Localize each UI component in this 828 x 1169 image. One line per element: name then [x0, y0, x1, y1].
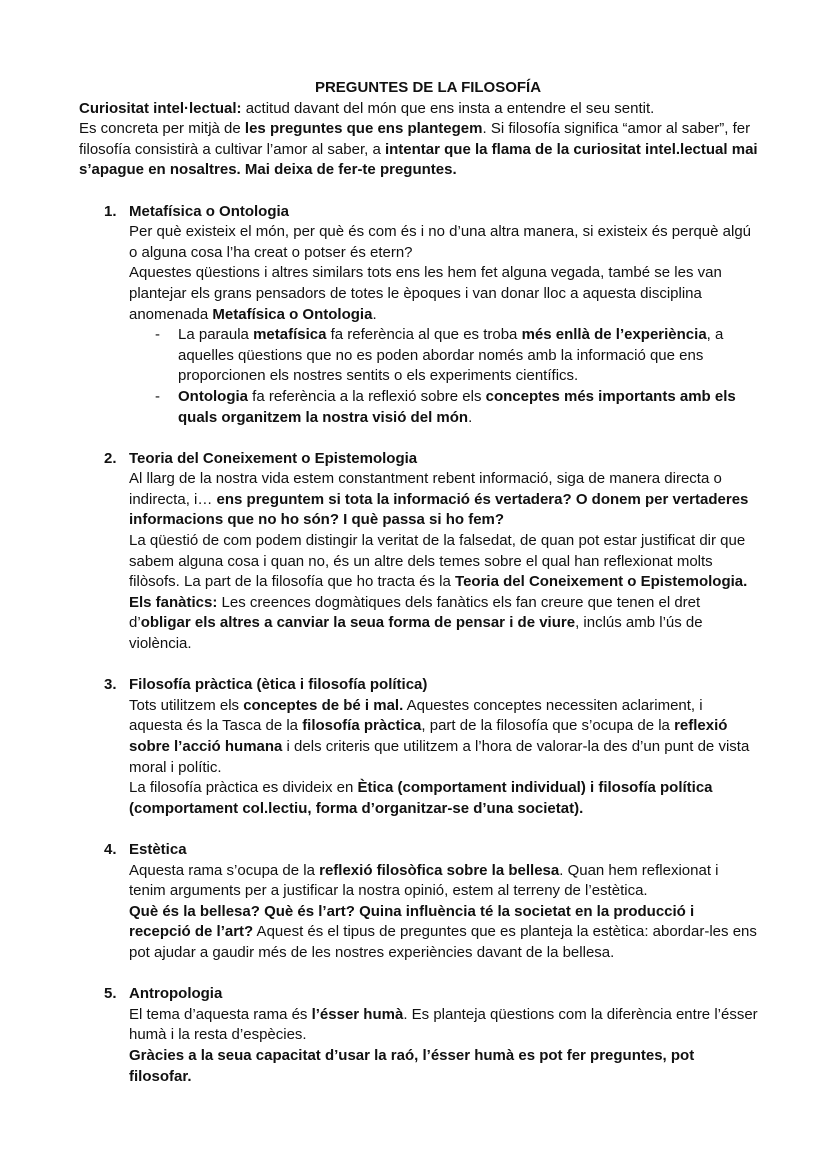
section-item-2 [79, 449, 759, 655]
section-body [129, 696, 759, 820]
text-run: , part de la filosofía que s’ocupa de la [421, 717, 675, 735]
section-paragraph [129, 263, 759, 325]
sections-list [79, 202, 759, 1088]
section-body [129, 1005, 759, 1087]
section-item-4 [79, 840, 759, 964]
bold-text: reflexió filosòfica sobre la bellesa [319, 861, 560, 879]
text-run: La qüestió de com podem distingir la veritat de la falsedat, de quan pot estar justificat dir que sabem alguna cosa i quan no, és un altre dels temes sobre el qual han reflexionat molts filòsofs. La part de la filosofía que ho tracta és la [129, 532, 746, 591]
text-run: Aquest és el tipus de preguntes que es planteja la estètica: abordar-les ens pot ajudar a gaudir més de les nostres experiències davant de la bellesa. [129, 923, 757, 961]
bold-text: Què és la bellesa? Què és l’art? Quina influència té la societat en la producció i recepció de l’art? [129, 902, 695, 941]
bold-text: Curiositat intel·lectual: [79, 99, 242, 117]
section-title: Filosofía pràctica (ètica i filosofía política) [129, 676, 428, 694]
bold-text: ens preguntem si tota la informació és vertadera? O donem per vertaderes informacions que no ho són? I què passa si ho fem? [129, 490, 749, 529]
text-run: Per què existeix el món, per què és com és i no d’una altra manera, si existeix és perquè algú o alguna cosa l’ha creat o potser és etern? [129, 223, 752, 261]
text-run: . [372, 305, 377, 323]
bold-text: més enllà de l’experiència [521, 326, 707, 344]
intro-block [79, 99, 759, 181]
text-run: i dels criteris que utilitzem a l’hora de valorar-la des d’un punt de vista moral i polític. [129, 738, 750, 776]
text-run: . Quan hem reflexionat i tenim arguments per a justificar la nostra opinió, estem al terreny de l’estètica. [129, 861, 719, 900]
text-run: La paraula [178, 326, 254, 344]
section-item-1 [79, 202, 759, 429]
section-title: Teoria del Coneixement o Epistemologia [129, 449, 418, 467]
bold-text: conceptes més importants amb els quals organitzem la nostra visió del món [178, 387, 736, 426]
bold-text: Els fanàtics: [129, 593, 218, 611]
text-run: actitud davant del món que ens insta a entendre el seu sentit. [241, 99, 655, 117]
section-title: Antropologia [129, 985, 223, 1003]
bold-text: conceptes de bé i mal. [243, 696, 404, 714]
bold-text: Ètica (comportament individual) i filosofía política (comportament col.lectiu, forma d’organitzar-se d’una societat). [129, 779, 713, 817]
section-number: 2. [104, 449, 117, 467]
text-run: . Es planteja qüestions com la diferència entre l’ésser humà i la resta d’espècies. [129, 1005, 758, 1044]
text-run: . Si filosofía significa “amor al saber”, fer filosofía consistirà a cultivar l’amor al saber, a [79, 120, 751, 158]
section-paragraph [129, 469, 759, 531]
section-paragraph [129, 222, 759, 263]
dash-bullet-icon: - [155, 387, 160, 405]
intro-definition [79, 99, 759, 120]
document-page [79, 78, 759, 1087]
section-number: 5. [104, 985, 117, 1003]
document-title: PREGUNTES DE LA FILOSOFÍA [314, 79, 542, 96]
section-number: 4. [104, 840, 117, 858]
bullet-list [129, 325, 759, 428]
text-run: , inclús amb l’ús de violència. [129, 614, 703, 653]
section-title: Metafísica o Ontologia [129, 202, 290, 220]
section-body [129, 469, 759, 654]
bold-text: filosofía pràctica [302, 717, 422, 735]
bold-text: metafísica [253, 326, 327, 344]
bullet-item [129, 325, 759, 387]
section-paragraph [129, 696, 759, 778]
section-number: 1. [104, 202, 117, 220]
section-number: 3. [104, 676, 117, 694]
bold-text: intentar que la flama de la curiositat intel.lectual mai s’apague en nosaltres. Mai deixa de fer-te preguntes. [79, 140, 758, 179]
text-run: Aquestes conceptes necessiten aclariment, i aquesta és la Tasca de la [129, 696, 703, 735]
section-title: Estètica [129, 840, 187, 858]
bold-text: les preguntes que ens plantegem [244, 120, 483, 138]
section-item-3 [79, 675, 759, 819]
text-run: Al llarg de la nostra vida estem constantment rebent informació, siga de manera directa o indirecta, i… [129, 470, 722, 508]
section-paragraph [129, 861, 759, 902]
text-run: Es concreta per mitjà de [79, 120, 245, 138]
section-paragraph [129, 1046, 759, 1087]
section-item-5 [79, 984, 759, 1087]
bold-text: obligar els altres a canviar la seua forma de pensar i de viure [140, 614, 576, 632]
bold-text: Ontologia [178, 387, 248, 405]
bold-text: Metafísica o Ontologia [212, 305, 373, 323]
text-run: . [468, 408, 473, 426]
bold-text: Gràcies a la seua capacitat d’usar la raó, l’ésser humà es pot fer preguntes, pot filosofar. [129, 1046, 695, 1085]
section-paragraph [129, 593, 759, 655]
text-run: La filosofía pràctica es divideix en [129, 779, 358, 797]
section-body [129, 861, 759, 964]
section-paragraph [129, 778, 759, 819]
section-paragraph [129, 1005, 759, 1046]
section-paragraph [129, 902, 759, 964]
text-run: Tots utilitzem els [129, 696, 244, 714]
bullet-item [129, 387, 759, 428]
section-paragraph [129, 531, 759, 593]
text-run: El tema d’aquesta rama és [129, 1005, 312, 1023]
text-run: , a aquelles qüestions que no es poden abordar només amb la informació que ens proporcionen els nostres sentits o els experiments científics. [178, 326, 724, 385]
text-run: fa referència a la reflexió sobre els [248, 387, 486, 405]
text-run: Les creences dogmàtiques dels fanàtics els fan creure que tenen el dret d’ [129, 593, 701, 632]
intro-explanation [79, 119, 759, 181]
text-run: Aquesta rama s’ocupa de la [129, 861, 320, 879]
section-body [129, 222, 759, 325]
dash-bullet-icon: - [155, 326, 160, 344]
bold-text: reflexió sobre l’acció humana [129, 717, 728, 755]
bold-text: l’ésser humà [311, 1005, 404, 1023]
text-run: Aquestes qüestions i altres similars tots ens les hem fet alguna vegada, també se les van plantejar els grans pensadors de totes le èpoques i van donar lloc a aquesta disciplina anomenada [129, 264, 722, 323]
text-run: fa referència al que es troba [326, 326, 522, 344]
bold-text: Teoria del Coneixement o Epistemologia. [455, 573, 748, 591]
